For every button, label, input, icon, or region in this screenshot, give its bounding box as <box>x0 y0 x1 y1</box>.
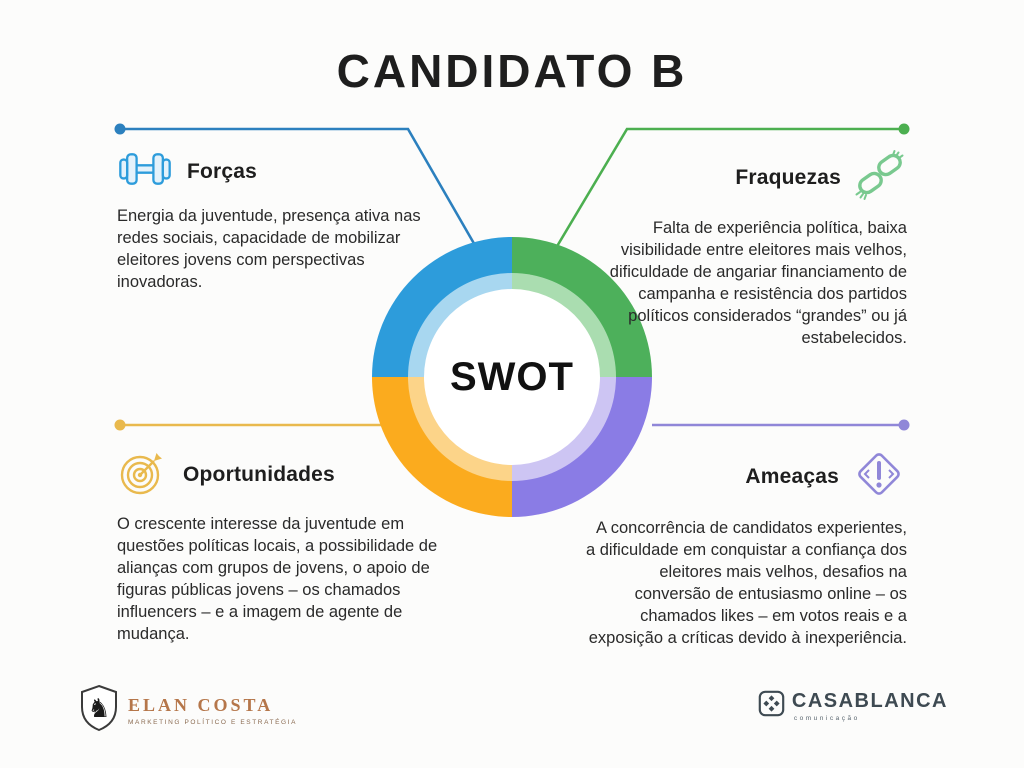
casablanca-name: CASABLANCA <box>791 690 948 712</box>
forcas-text: Energia da juventude, presença ativa nas redes sociais, capacidade de mobilizar eleitores jovens com perspectivas inovadoras. <box>117 207 421 291</box>
fraquezas-header <box>607 148 907 207</box>
quadrant-fraquezas <box>607 148 907 349</box>
page-title: CANDIDATO B <box>336 45 688 97</box>
fraquezas-text: Falta de experiência política, baixa visibilidade entre eleitores mais velhos, dificuldade de angariar financiamento de campanha e resistência dos partidos políticos considerados “grandes” ou já estabelecidos. <box>609 219 907 347</box>
oportunidades-header <box>117 446 452 503</box>
ameacas-label: Ameaças <box>745 464 839 488</box>
oportunidades-text: O crescente interesse da juventude em questões políticas locais, a possibilidade de alianças com grupos de jovens, o apoio de figuras públicas jovens – os chamados influencers – e a imagem de agente de mudança. <box>117 515 438 643</box>
elan-costa-name: ELAN COSTA <box>128 695 274 715</box>
dart-target-icon <box>117 446 169 503</box>
warning-diamond-icon <box>851 446 907 507</box>
fraquezas-connector-dot <box>899 124 910 135</box>
quadrant-oportunidades <box>117 446 452 645</box>
donut-center <box>424 289 600 465</box>
svg-text:♞: ♞ <box>87 694 111 724</box>
oportunidades-label: Oportunidades <box>183 462 335 486</box>
quadrant-forcas <box>117 148 429 293</box>
swot-center-label: SWOT <box>450 354 574 399</box>
knight-shield-icon <box>78 684 120 737</box>
forcas-header <box>117 148 429 195</box>
ameacas-header <box>585 446 907 507</box>
oportunidades-connector-dot <box>115 420 126 431</box>
forcas-connector-dot <box>115 124 126 135</box>
casablanca-mark-icon <box>758 690 785 722</box>
dumbbell-icon <box>117 148 173 195</box>
casablanca-tagline: comunicação <box>793 715 860 722</box>
forcas-label: Forças <box>187 159 258 183</box>
ameacas-text: A concorrência de candidatos experientes, a dificuldade em conquistar a confiança dos eleitores mais velhos, desafios na conversão de entusiasmo online – os chamados likes – em votos reais e a exposição a críticas devido à inexperiência. <box>585 519 907 647</box>
casablanca-logo <box>758 690 948 722</box>
broken-chain-icon <box>853 148 907 207</box>
elan-costa-logo <box>78 684 297 737</box>
fraquezas-label: Fraquezas <box>735 165 841 189</box>
ameacas-connector-dot <box>899 420 910 431</box>
quadrant-ameacas <box>585 446 907 649</box>
elan-costa-tagline: MARKETING POLÍTICO E ESTRATÉGIA <box>128 719 298 726</box>
